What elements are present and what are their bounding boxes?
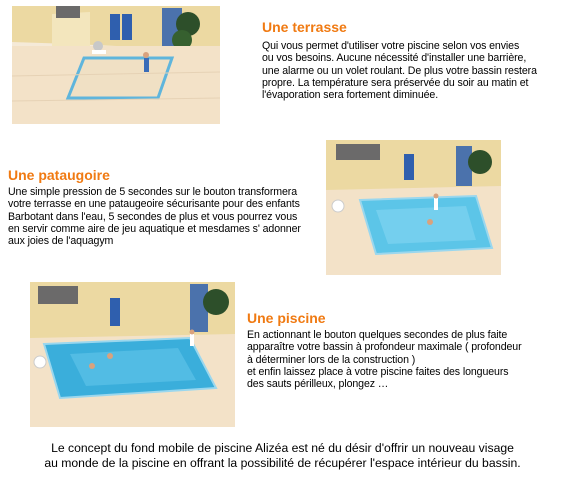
wading-pool-illustration [326, 140, 501, 275]
text-line: propre. La température sera préservée du soir au matin et [262, 76, 529, 89]
section-text-pataugoire [8, 186, 301, 247]
section-title-piscine: Une piscine [247, 310, 326, 326]
section-text-piscine [247, 329, 522, 390]
text-line: aux joies de l'aquagym [8, 235, 114, 248]
pool-illustration [30, 282, 235, 427]
text-line: en servir comme aire de jeu aquatique et mesdames s' adonner [8, 222, 301, 235]
text-line: Qui vous permet d'utiliser votre piscine selon vos envies [262, 40, 520, 52]
text-line: à déterminer lors de la construction ) [247, 353, 416, 366]
text-line: des sauts périlleux, plongez … [247, 378, 389, 391]
text-line: et enfin laissez place à votre piscine faites des longueurs [247, 365, 509, 378]
section-title-pataugoire: Une pataugoire [8, 167, 110, 183]
text-line: votre terrasse en une pataugeoire sécurisante pour des enfants [8, 198, 300, 211]
footer-line: au monde de la piscine en offrant la possibilité de récupérer l'espace intérieur du bassin. [44, 456, 521, 470]
footer-text [0, 441, 565, 471]
terrace-illustration [12, 6, 220, 124]
text-line: apparaître votre bassin à profondeur maximale ( profondeur [247, 341, 522, 354]
section-title-terrasse: Une terrasse [262, 19, 347, 35]
section-text-terrasse [262, 40, 537, 101]
text-line: l'évaporation sera fortement diminuée. [262, 89, 439, 102]
text-line: ou vos besoins. Aucune nécessité d'installer une barrière, [262, 52, 527, 65]
footer-line: Le concept du fond mobile de piscine Alizéa est né du désir d'offrir un nouveau visage [51, 441, 514, 455]
text-line: Barbotant dans l'eau, 5 secondes de plus et vous pourrez vous [8, 210, 298, 223]
text-line: En actionnant le bouton quelques secondes de plus faite [247, 329, 508, 341]
text-line: Une simple pression de 5 secondes sur le bouton transformera [8, 186, 298, 198]
text-line: une alarme ou un volet roulant. De plus votre bassin restera [262, 64, 537, 77]
